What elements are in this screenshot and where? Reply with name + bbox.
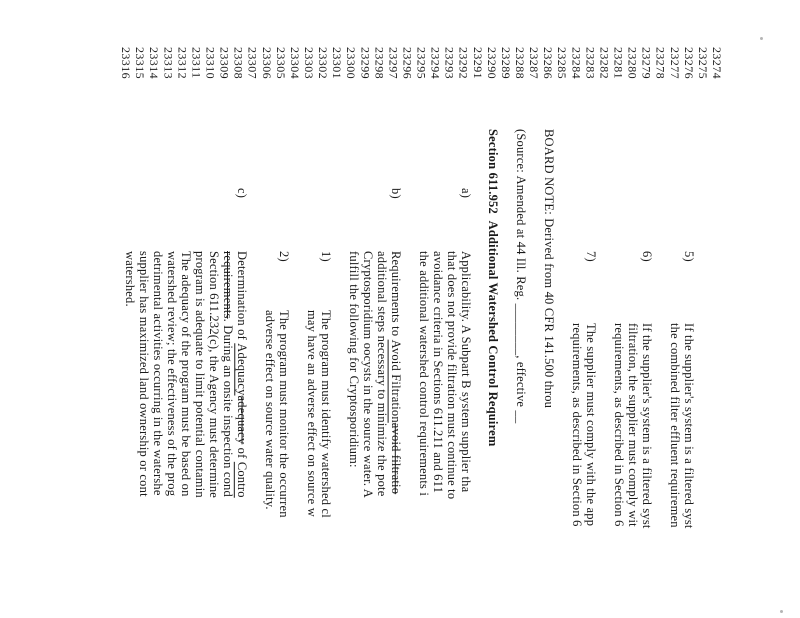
para-b-line-2: additional steps necessary to minimize the pote: [375, 251, 389, 497]
item-6-line-2: filtration, the supplier must comply wit: [626, 323, 640, 527]
para-c-line-2-text: . During an onsite inspection cond: [221, 318, 235, 497]
line-number: 23288: [513, 47, 527, 79]
item-7-line-1: The supplier must comply with the app: [584, 323, 598, 527]
para-b-sub2-line-1: The program must monitor the occurren: [277, 310, 291, 518]
line-number: 23292: [456, 47, 471, 79]
scan-speck: [780, 610, 783, 613]
line-number: 23306: [259, 47, 274, 79]
line-number: 23301: [330, 47, 345, 79]
line-number: 23274: [710, 47, 724, 79]
item-5-marker: 5): [682, 251, 696, 262]
para-c-line-3: Section 611.232(c), the Agency must determine: [207, 251, 221, 499]
line-number: 23312: [175, 47, 190, 79]
para-a-marker: a): [459, 188, 473, 199]
para-c-deleted-text: adequacy: [235, 395, 249, 445]
para-c-line-7: detrimental activities occurring in the watershe: [151, 251, 165, 496]
para-c-line-5: The adequacy of the program must be based on: [179, 251, 193, 497]
para-c-line-8: supplier has maximized land ownership or cont: [137, 251, 151, 497]
line-number: 23283: [583, 47, 598, 79]
line-number: 23279: [639, 47, 654, 79]
line-number: 23295: [414, 47, 429, 79]
line-number: 23309: [217, 47, 232, 79]
line-number: 23280: [625, 47, 640, 79]
para-c-line-2: [222, 251, 234, 497]
source-blank: ________: [514, 303, 528, 356]
para-c-line-1: [236, 251, 248, 498]
line-number: 23305: [273, 47, 288, 79]
line-number: 23276: [681, 47, 696, 79]
source-prefix: (Source: Amended at 44 Ill. Reg.: [514, 129, 528, 304]
item-7-line-2: requirements, as described in Section 6: [570, 323, 584, 527]
section-title: Additional Watershed Control Requirem: [486, 220, 500, 447]
line-number: 23307: [245, 47, 260, 79]
section-number: Section 611.952: [486, 129, 500, 214]
line-number: 23311: [189, 47, 204, 79]
line-number: 23304: [287, 47, 302, 79]
line-number: 23298: [372, 47, 387, 79]
line-number: 23308: [231, 47, 246, 79]
para-b-sub2-marker: 2): [277, 251, 291, 262]
line-number: 23284: [569, 47, 584, 79]
para-c-text: Determination of: [235, 251, 249, 344]
para-c-inserted-text: Adequacy: [235, 343, 249, 396]
line-number: 23275: [695, 47, 710, 79]
line-number: 23296: [400, 47, 415, 79]
item-6-line-1: If the supplier's system is a filtered syst: [640, 323, 654, 529]
line-number: 23282: [597, 47, 612, 79]
line-number: 23297: [386, 47, 401, 79]
item-5-line-1: If the supplier's system is a filtered syst: [682, 323, 696, 529]
item-6-line-3: requirements, as described in Section 6: [612, 323, 626, 527]
line-number: 23277: [667, 47, 682, 79]
item-5-line-2: the combined filter effluent requiremen: [668, 323, 682, 528]
item-6-marker: 6): [640, 251, 654, 262]
para-c-inserted-text-2: Contro: [235, 461, 249, 498]
para-c-text-2: of: [235, 444, 249, 462]
para-b-inserted-text: Avoid Filtration: [389, 339, 403, 423]
source-suffix: , effective __: [514, 355, 528, 424]
line-number: 23299: [358, 47, 373, 79]
para-c-line-6: watershed review; the effectiveness of the prog: [165, 251, 179, 497]
para-c-marker: c): [235, 188, 249, 199]
line-number: 23290: [484, 47, 499, 79]
line-number: 23316: [119, 47, 134, 79]
line-number: 23294: [428, 47, 443, 79]
para-c-line-4: program is adequate to limit potential contamin: [193, 251, 207, 498]
para-b-sub1-line-2: may have an adverse effect on source w: [305, 310, 319, 517]
board-note: BOARD NOTE: Derived from 40 CFR 141.500 throu: [542, 129, 556, 409]
line-number: 23285: [555, 47, 570, 79]
para-b-sub2-line-2: adverse effect on source water quality.: [263, 310, 277, 510]
line-number: 23302: [316, 47, 330, 79]
source-line: [515, 129, 527, 423]
para-a-line-3: avoidance criteria in Sections 611.211 and 611: [431, 251, 445, 494]
line-number: 23278: [653, 47, 668, 79]
line-number: 23286: [541, 47, 556, 79]
para-a-line-2: that does not provide filtration must continue to: [445, 251, 459, 500]
para-c-line-9: watershed.: [123, 251, 137, 307]
para-b-line-4: fulfill the following for Cryptosporidium:: [347, 251, 361, 468]
para-b-sub1-marker: 1): [319, 251, 333, 262]
line-number: 23281: [611, 47, 626, 79]
para-a-line-1: Applicability. A Subpart B system supplier tha: [459, 251, 473, 493]
line-number: 23300: [344, 47, 359, 79]
section-heading: [487, 129, 499, 446]
line-number: 23287: [527, 47, 542, 79]
item-7-marker: 7): [584, 251, 598, 262]
para-c-deleted-requirements: requirements: [221, 251, 235, 319]
line-number: 23315: [133, 47, 148, 79]
line-number: 23314: [147, 47, 162, 79]
line-number: 23313: [161, 47, 176, 79]
line-number: 23293: [442, 47, 457, 79]
line-number: 23291: [470, 47, 485, 79]
line-number: 23310: [203, 47, 218, 79]
scan-speck: [760, 37, 763, 40]
para-b-line-3: Cryptosporidium oocysts in the source water. A: [361, 251, 375, 499]
para-b-text: Requirements to: [389, 251, 403, 340]
para-a-line-4: the additional watershed control requirements i: [417, 251, 431, 497]
para-b-sub1-line-1: The program must identify watershed cl: [319, 310, 333, 518]
para-b-deleted-text: avoid filtratio: [389, 422, 403, 495]
line-number: 23303: [302, 47, 316, 79]
para-b-marker: b): [389, 188, 403, 199]
para-b-line-1: [390, 251, 402, 494]
line-number: 23289: [498, 47, 513, 79]
